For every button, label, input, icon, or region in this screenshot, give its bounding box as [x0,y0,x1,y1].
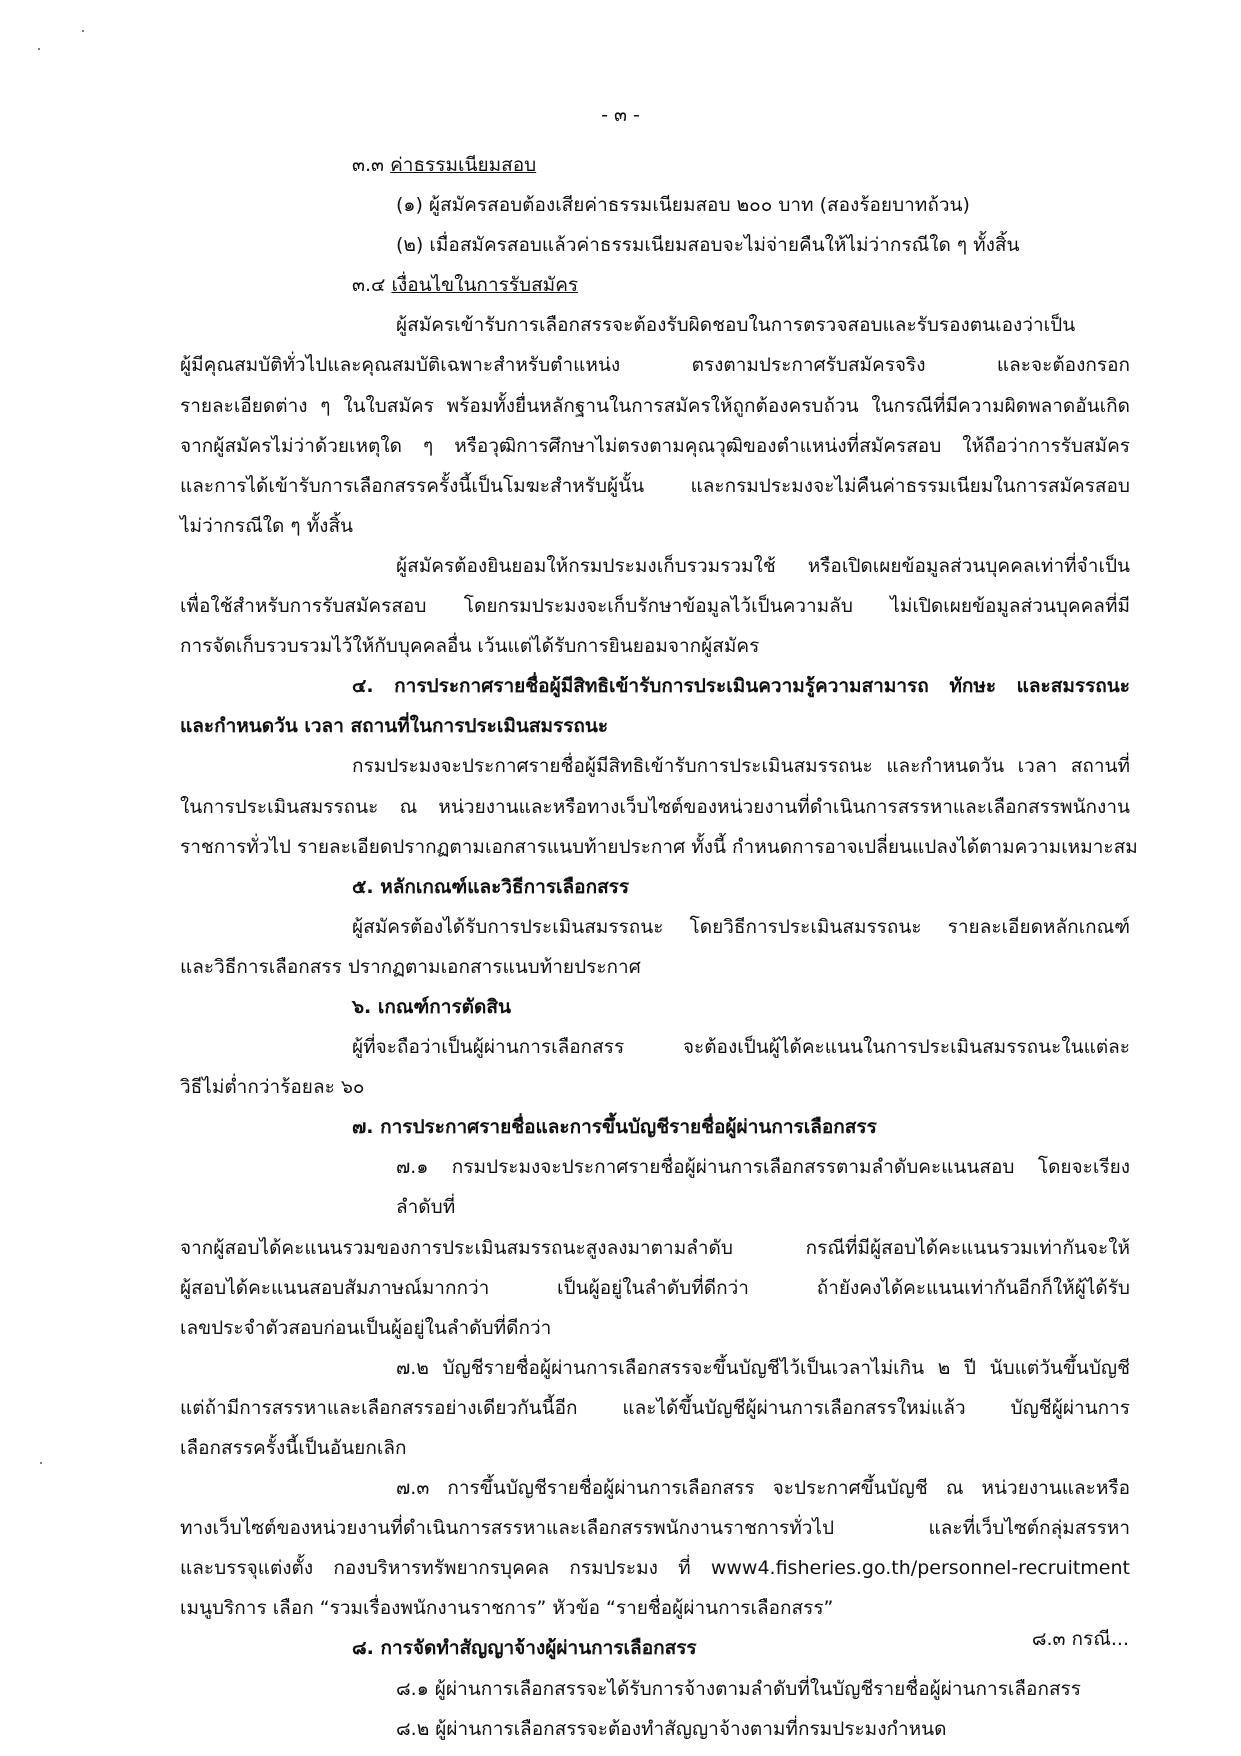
text-run: และวิธีการเลือกสรร ปรากฏตามเอกสารแนบท้ายประกาศ [180,955,641,978]
text-line [180,706,1130,746]
text-line [180,225,1130,265]
text-line [180,746,1130,786]
text-line [180,305,1130,345]
text-run: กรมประมงจะประกาศรายชื่อผู้มีสิทธิเข้ารับการประเมินสมรรถนะ และกำหนดวัน เวลา สถานที่ [352,755,1130,778]
text-line [180,466,1130,506]
text-line [180,1027,1130,1067]
text-line [180,506,1130,546]
text-line [180,867,1130,907]
section-heading: ๗. การประกาศรายชื่อและการขึ้นบัญชีรายชื่อผู้ผ่านการเลือกสรร [352,1116,877,1139]
scan-speck [38,48,40,50]
text-line [180,1669,1130,1709]
text-run: ๘.๒ ผู้ผ่านการเลือกสรรจะต้องทำสัญญาจ้างตามที่กรมประมงกำหนด [396,1717,947,1740]
text-line [180,626,1130,666]
text-line [180,1348,1130,1388]
text-line [180,1268,1130,1308]
text-line [180,666,1130,706]
text-run: ผู้สมัครต้องยินยอมให้กรมประมงเก็บรวมรวมใช้ หรือเปิดเผยข้อมูลส่วนบุคคลเท่าที่จำเป็น [396,554,1130,577]
text-run: ในการประเมินสมรรถนะ ณ หน่วยงานและหรือทางเว็บไซต์ของหน่วยงานที่ดำเนินการสรรหาและเลือกสรรพนักงาน [180,795,1130,818]
text-run: ผู้สอบได้คะแนนสอบสัมภาษณ์มากกว่า เป็นผู้อยู่ในลำดับที่ดีกว่า ถ้ายังคงได้คะแนนเท่ากันอีกก็ให้ผู้ได้รับ [180,1276,1130,1299]
text-line [180,1067,1130,1107]
text-line [180,947,1130,987]
text-run: ผู้สมัครเข้ารับการเลือกสรรจะต้องรับผิดชอบในการตรวจสอบและรับรองตนเองว่าเป็น [396,314,1076,337]
text-line [180,546,1130,586]
text-line [180,1588,1130,1628]
text-line [180,1548,1130,1588]
document-body [180,145,1138,1749]
text-run: เพื่อใช้สำหรับการรับสมัครสอบ โดยกรมประมงจะเก็บรักษาข้อมูลไว้เป็นความลับ ไม่เปิดเผยข้อมูลส่วนบุคคลที่มี [180,595,1130,618]
text-run: ผู้สมัครต้องได้รับการประเมินสมรรถนะ โดยวิธีการประเมินสมรรถนะ รายละเอียดหลักเกณฑ์ [352,915,1130,938]
text-run: แต่ถ้ามีการสรรหาและเลือกสรรอย่างเดียวกันนี้อีก และได้ขึ้นบัญชีผู้ผ่านการเลือกสรรใหม่แล้ว บัญชีผู้ผ่านการ [180,1396,1130,1419]
section-heading: ๕. หลักเกณฑ์และวิธีการเลือกสรร [352,875,630,898]
text-run: ผู้ที่จะถือว่าเป็นผู้ผ่านการเลือกสรร จะต้องเป็นผู้ได้คะแนนในการประเมินสมรรถนะในแต่ละ [352,1036,1130,1059]
text-run: จากผู้สมัครไม่ว่าด้วยเหตุใด ๆ หรือวุฒิการศึกษาไม่ตรงตามคุณวุฒิของตำแหน่งที่สมัครสอบ ให้ถือว่าการรับสมัคร [180,434,1130,457]
text-line [180,1709,1130,1749]
text-run: ๘.๑ ผู้ผ่านการเลือกสรรจะได้รับการจ้างตามลำดับที่ในบัญชีรายชื่อผู้ผ่านการเลือกสรร [396,1677,1081,1700]
text-run: เมนูบริการ เลือก “รวมเรื่องพนักงานราชการ” หัวข้อ “รายชื่อผู้ผ่านการเลือกสรร” [180,1597,834,1620]
section-heading: ๘. การจัดทำสัญญาจ้างผู้ผ่านการเลือกสรร [352,1637,697,1660]
text-run: ๗.๒ บัญชีรายชื่อผู้ผ่านการเลือกสรรจะขึ้นบัญชีไว้เป็นเวลาไม่เกิน ๒ ปี นับแต่วันขึ้นบัญชี [396,1356,1130,1379]
text-line [180,145,1130,185]
text-run: เลือกสรรครั้งนี้เป็นอันยกเลิก [180,1437,407,1459]
text-run: ผู้มีคุณสมบัติทั่วไปและคุณสมบัติเฉพาะสำหรับตำแหน่ง ตรงตามประกาศรับสมัครจริง และจะต้องกรอก [180,354,1130,377]
text-run: และการได้เข้ารับการเลือกสรรครั้งนี้เป็นโมฆะสำหรับผู้นั้น และกรมประมงจะไม่คืนค่าธรรมเนียมในการสมัครสอบ [180,474,1130,497]
text-line [180,1388,1130,1428]
text-run: วิธีไม่ต่ำกว่าร้อยละ ๖๐ [180,1076,365,1099]
text-line [180,386,1130,426]
continuation-note: ๘.๓ กรณี... [1031,1628,1129,1650]
text-run: ราชการทั่วไป รายละเอียดปรากฏตามเอกสารแนบท้ายประกาศ ทั้งนี้ กำหนดการอาจเปลี่ยนแปลงได้ตามความเหมาะสม [180,835,1138,858]
text-run: การจัดเก็บรวบรวมไว้ให้กับบุคคลอื่น เว้นแต่ได้รับการยินยอมจากผู้สมัคร [180,635,760,658]
text-line [180,426,1130,466]
text-run: (๑) ผู้สมัครสอบต้องเสียค่าธรรมเนียมสอบ ๒๐๐ บาท (สองร้อยบาทถ้วน) [396,194,970,217]
text-line [180,907,1130,947]
text-run: เลขประจำตัวสอบก่อนเป็นผู้อยู่ในลำดับที่ดีกว่า [180,1316,552,1339]
text-line [180,1228,1130,1268]
text-run: ทางเว็บไซต์ของหน่วยงานที่ดำเนินการสรรหาและเลือกสรรพนักงานราชการทั่วไป และที่เว็บไซต์กลุ่มสรรหา [180,1517,1130,1540]
text-line [180,1628,1130,1668]
text-run: (๒) เมื่อสมัครสอบแล้วค่าธรรมเนียมสอบจะไม่จ่ายคืนให้ไม่ว่ากรณีใด ๆ ทั้งสิ้น [396,234,1020,257]
text-run: จากผู้สอบได้คะแนนรวมของการประเมินสมรรถนะสูงลงมาตามลำดับ กรณีที่มีผู้สอบได้คะแนนรวมเท่ากันจะให้ [180,1236,1130,1259]
text-line [180,787,1130,827]
underlined-heading: ค่าธรรมเนียมสอบ [390,154,537,176]
text-run: ไม่ว่ากรณีใด ๆ ทั้งสิ้น [180,514,354,537]
text-run: รายละเอียดต่าง ๆ ในใบสมัคร พร้อมทั้งยื่นหลักฐานในการสมัครให้ถูกต้องครบถ้วน ในกรณีที่มีความผิดพลาดอันเกิด [180,394,1130,417]
section-heading: และกำหนดวัน เวลา สถานที่ในการประเมินสมรรถนะ [180,715,609,738]
text-line [180,586,1130,626]
text-line [180,185,1130,225]
text-line [180,827,1138,867]
section-heading: ๔. การประกาศรายชื่อผู้มีสิทธิเข้ารับการประเมินความรู้ความสามารถ ทักษะ และสมรรถนะ [352,675,1130,698]
section-heading: ๖. เกณฑ์การตัดสิน [352,995,511,1018]
text-run: ๗.๑ กรมประมงจะประกาศรายชื่อผู้ผ่านการเลือกสรรตามลำดับคะแนนสอบ โดยจะเรียงลำดับที่ [396,1156,1130,1219]
text-line [180,1508,1130,1548]
text-line [180,265,1130,305]
text-run: ๗.๓ การขึ้นบัญชีรายชื่อผู้ผ่านการเลือกสรร จะประกาศขึ้นบัญชี ณ หน่วยงานและหรือ [396,1477,1130,1500]
text-run: ๓.๓ [352,154,391,176]
text-line [180,1428,1130,1468]
page-number: - ๓ - [601,104,640,126]
text-line [180,1147,1130,1227]
text-line [180,1308,1130,1348]
text-line [180,345,1130,385]
underlined-heading: เงื่อนไขในการรับสมัคร [391,274,579,297]
scan-speck [40,1462,42,1464]
text-run: และบรรจุแต่งตั้ง กองบริหารทรัพยากรบุคคล กรมประมง ที่ www4.fisheries.go.th/personnel-recruitment [180,1557,1130,1580]
scan-speck [82,30,84,32]
text-line [180,987,1130,1027]
text-line [180,1468,1130,1508]
text-line [180,1107,1130,1147]
text-run: ๓.๔ [352,274,392,297]
